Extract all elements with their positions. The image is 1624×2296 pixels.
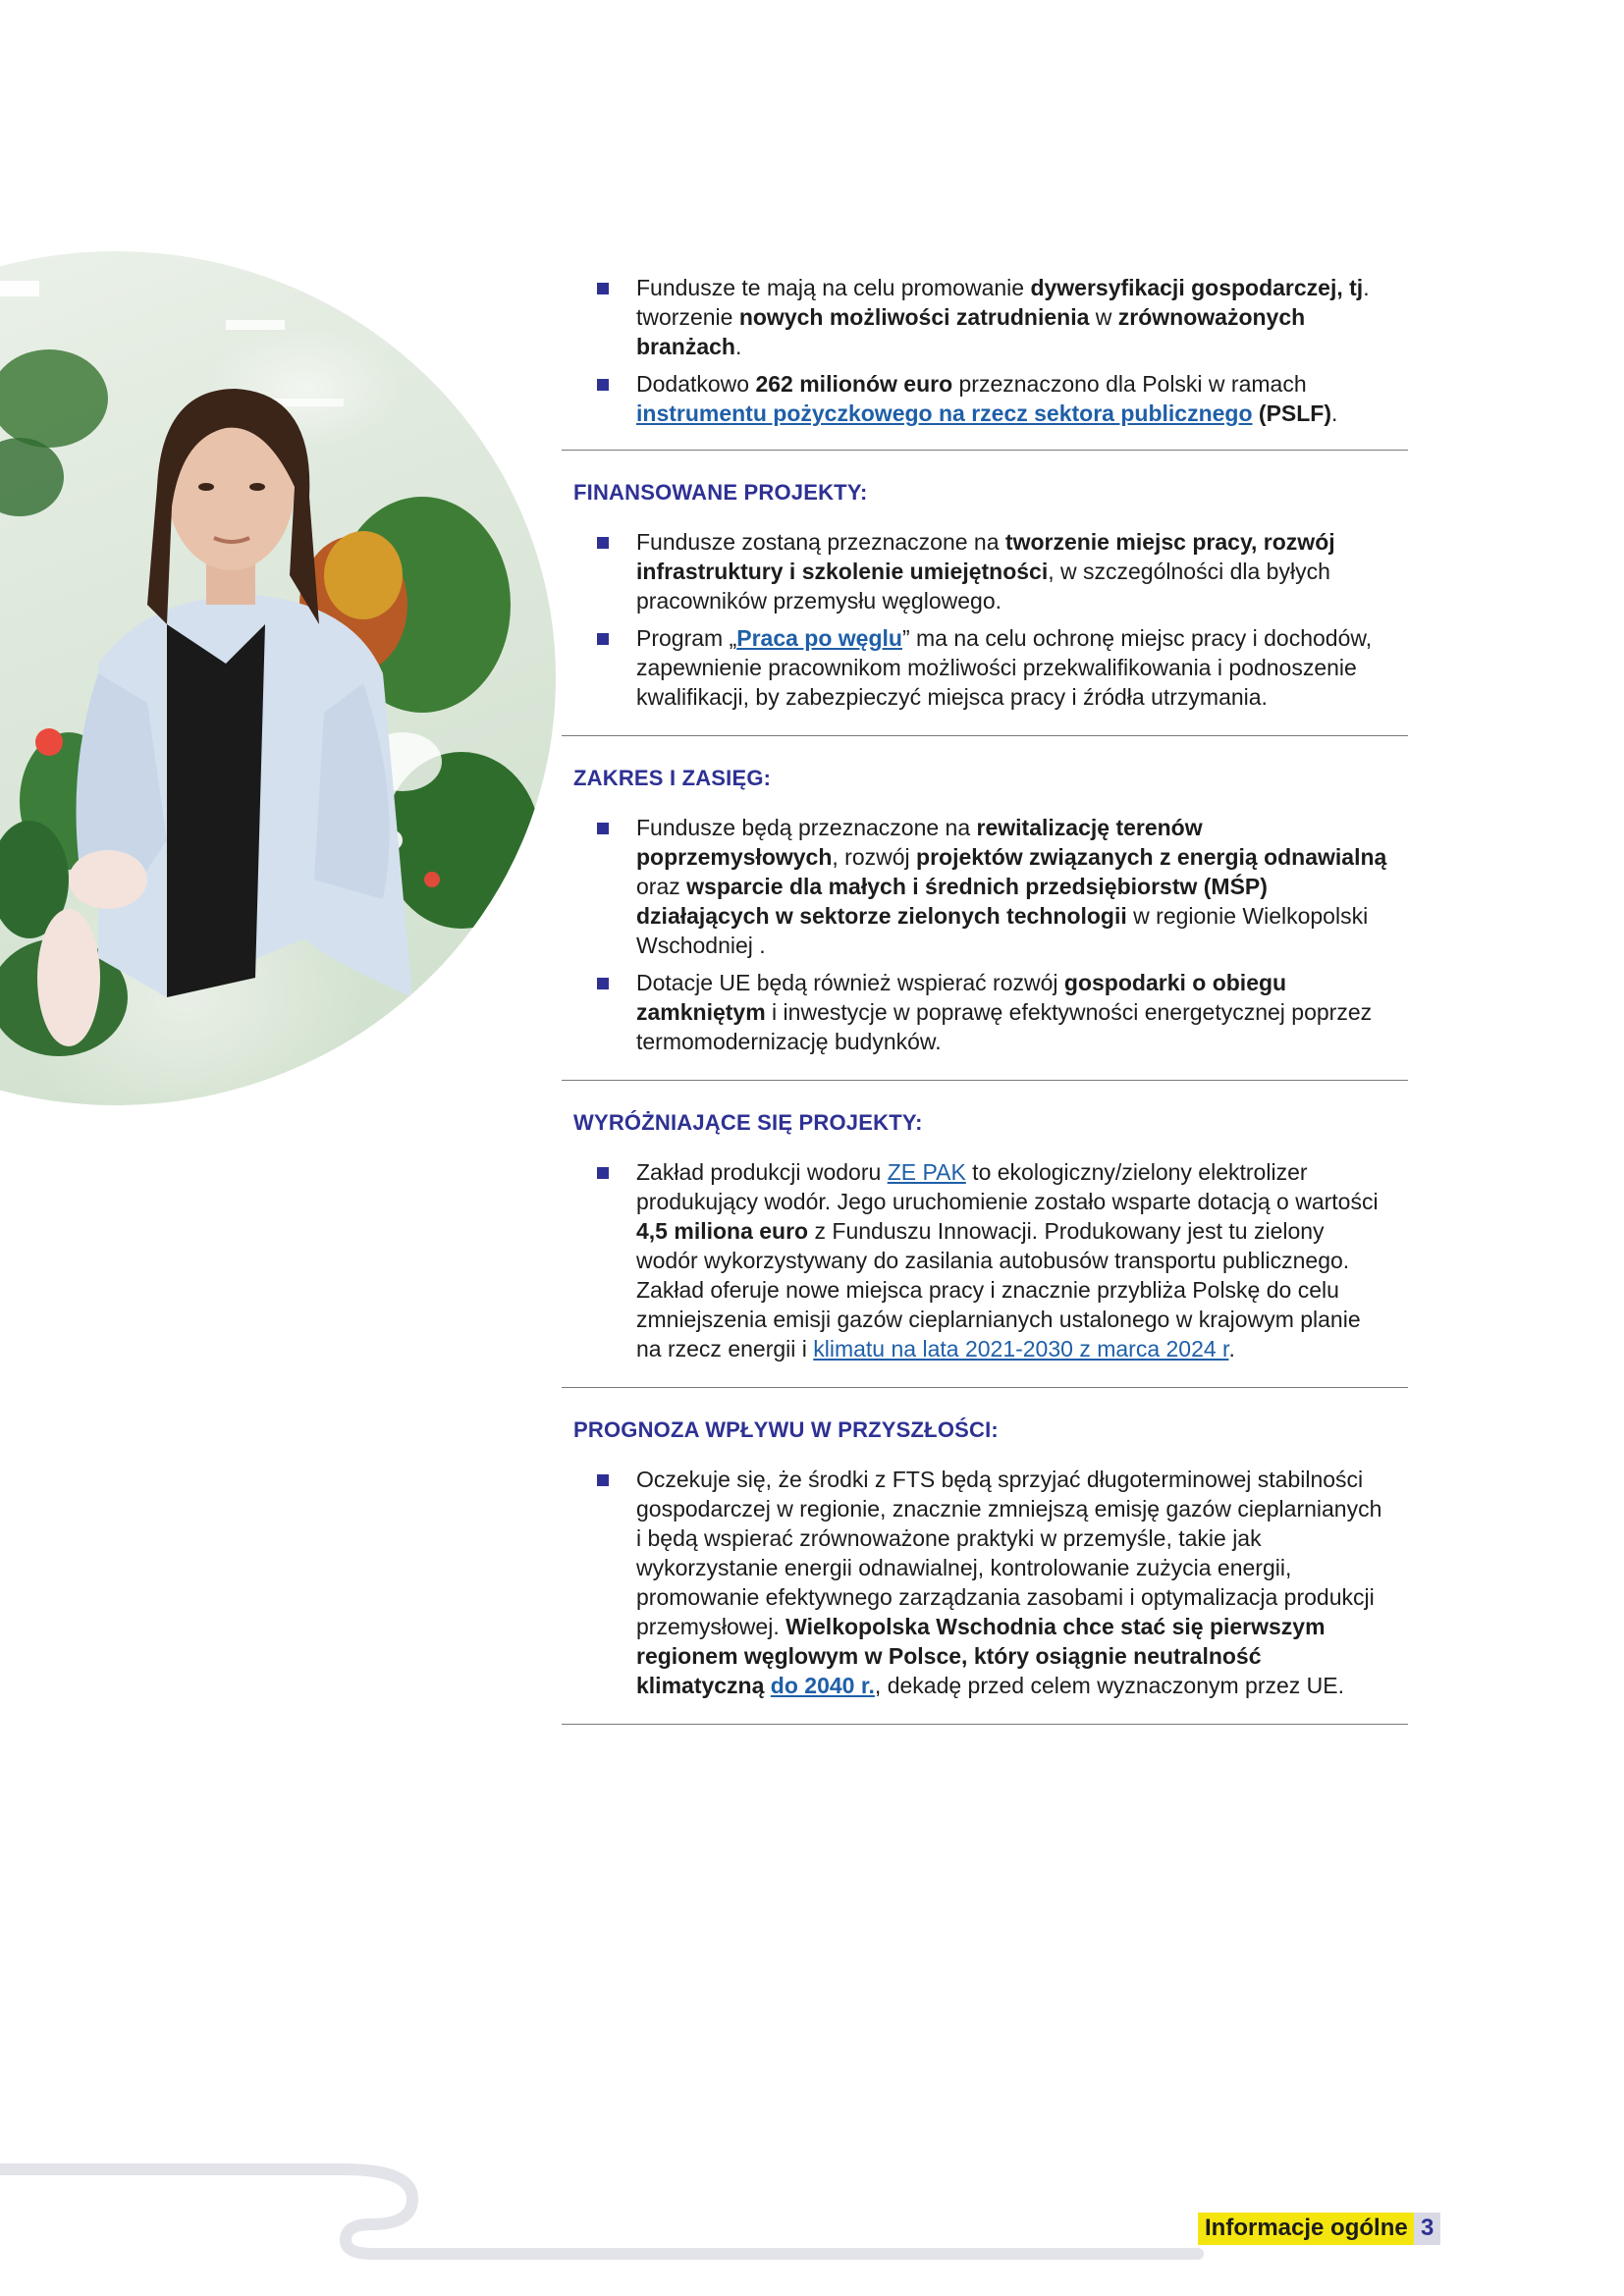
- text-run: oraz: [636, 874, 687, 899]
- bold-text: zrównoważonych branżach: [636, 304, 1306, 359]
- text-run: Dodatkowo: [636, 371, 756, 397]
- main-content: [562, 273, 1408, 1725]
- footer-section-label: Informacje ogólne: [1198, 2213, 1416, 2245]
- text-run: z Funduszu Innowacji. Produkowany jest tu zielony wodór wykorzystywany do zasilania autobusów transportu publicznego. Zakład oferuje nowe miejsca pracy i znacznie przybliża Polskę do celu zmniejszenia emisji gazów cieplarnianych ustalonego w krajowym planie na rzecz energii i: [636, 1218, 1361, 1362]
- content-section: [562, 1081, 1408, 1388]
- content-section: [562, 1388, 1408, 1725]
- text-run: i inwestycje w poprawę efektywności energetycznej poprzez termomodernizację budynków.: [636, 999, 1373, 1054]
- text-run: Fundusze te mają na celu promowanie: [636, 275, 1031, 300]
- bold-text: projektów związanych z energią odnawialną: [916, 844, 1387, 870]
- text-run: Zakład produkcji wodoru: [636, 1159, 888, 1185]
- text-run: w: [1089, 304, 1118, 330]
- text-run: .: [1228, 1336, 1235, 1362]
- bold-text: 4,5 miliona euro: [636, 1218, 809, 1244]
- square-bullet-icon: [597, 283, 609, 294]
- bullet-item: [562, 813, 1408, 960]
- text-run: Fundusze zostaną przeznaczone na: [636, 529, 1005, 555]
- text-run: , w szczególności dla byłych pracowników przemysłu węglowego.: [636, 559, 1330, 614]
- bullet-item: [562, 1157, 1408, 1363]
- bold-text: dywersyfikacji gospodarczej, tj: [1030, 275, 1364, 300]
- section-title: PROGNOZA WPŁYWU W PRZYSZŁOŚCI:: [573, 1417, 999, 1442]
- woman-in-greenhouse-illustration: [0, 251, 556, 1105]
- text-run: .: [734, 334, 742, 359]
- page-number: 3: [1414, 2213, 1440, 2245]
- section-list: [562, 813, 1408, 1080]
- square-bullet-icon: [597, 1474, 609, 1486]
- text-run: Fundusze będą przeznaczone na: [636, 815, 977, 840]
- text-run: , rozwój: [832, 844, 917, 870]
- intro-list: [562, 273, 1408, 428]
- content-section: [562, 736, 1408, 1081]
- bold-text: 262 milionów euro: [755, 371, 953, 397]
- square-bullet-icon: [597, 379, 609, 391]
- bold-text: Wielkopolska Wschodnia chce stać się pierwszym regionem węglowym w Polsce, który osiągnie neutralność klimatyczną: [636, 1614, 1326, 1698]
- text-run: Dotacje UE będą również wspierać rozwój: [636, 970, 1064, 995]
- section-title: FINANSOWANE PROJEKTY:: [573, 480, 868, 505]
- square-bullet-icon: [597, 823, 609, 834]
- bullet-item: [562, 623, 1408, 712]
- bold-text: rewitalizację terenów poprzemysłowych: [636, 815, 1203, 870]
- bold-text: (PSLF): [1252, 400, 1332, 426]
- sections: [562, 451, 1408, 1725]
- inline-link[interactable]: klimatu na lata 2021-2030 z marca 2024 r: [813, 1336, 1229, 1362]
- bullet-item: [562, 968, 1408, 1056]
- bold-text: nowych możliwości zatrudnienia: [738, 304, 1090, 330]
- inline-link[interactable]: do 2040 r.: [770, 1673, 875, 1698]
- text-run: Oczekuje się, że środki z FTS będą sprzyjać długoterminowej stabilności gospodarczej w regionie, znacznie zmniejszą emisję gazów cieplarnianych i będą wspierać zrównoważone praktyki w przemyśle, takie jak wykorzystanie energii odnawialnej, kontrolowanie zużycia energii, promowanie efektywnego zarządzania zasobami i optymalizacja produkcji przemysłowej.: [636, 1467, 1382, 1639]
- text-run: .: [1331, 400, 1338, 426]
- square-bullet-icon: [597, 537, 609, 549]
- inline-link[interactable]: Praca po węglu: [736, 625, 902, 651]
- text-run: , dekadę przed celem wyznaczonym przez UE.: [874, 1673, 1345, 1698]
- text-run: . tworzenie: [636, 275, 1370, 330]
- bold-text: gospodarki o obiegu zamkniętym: [636, 970, 1287, 1025]
- bullet-item: [562, 1465, 1408, 1700]
- content-section: [562, 451, 1408, 736]
- text-run: to ekologiczny/zielony elektrolizer produkujący wodór. Jego uruchomienie zostało wsparte dotacją o wartości: [636, 1159, 1379, 1214]
- section-title: ZAKRES I ZASIĘG:: [573, 766, 772, 790]
- section-list: [562, 1465, 1408, 1724]
- intro-section: [562, 273, 1408, 451]
- footer-curve-decoration: [0, 2146, 1624, 2264]
- text-run: przeznaczono dla Polski w ramach: [952, 371, 1307, 397]
- section-title: WYRÓŻNIAJĄCE SIĘ PROJEKTY:: [573, 1110, 923, 1135]
- text-run: ” ma na celu ochronę miejsc pracy i dochodów, zapewnienie pracownikom możliwości przekwalifikowania i podnoszenie kwalifikacji, by zabezpieczyć miejsca pracy i źródła utrzymania.: [636, 625, 1373, 710]
- square-bullet-icon: [597, 1167, 609, 1179]
- square-bullet-icon: [597, 978, 609, 989]
- bold-text: tworzenie miejsc pracy, rozwój infrastruktury i szkolenie umiejętności: [636, 529, 1335, 584]
- bullet-item: [562, 273, 1408, 361]
- text-run: w regionie Wielkopolski Wschodniej .: [636, 903, 1369, 958]
- bullet-item: [562, 369, 1408, 428]
- greenhouse-photo: [0, 251, 556, 1105]
- text-run: Program „: [636, 625, 737, 651]
- bold-text: wsparcie dla małych i średnich przedsiębiorstw (MŚP) działających w sektorze zielonych technologii: [636, 874, 1268, 929]
- inline-link[interactable]: ZE PAK: [887, 1159, 966, 1185]
- section-list: [562, 1157, 1408, 1387]
- square-bullet-icon: [597, 633, 609, 645]
- inline-link[interactable]: instrumentu pożyczkowego na rzecz sektora publicznego: [636, 400, 1253, 426]
- bullet-item: [562, 527, 1408, 615]
- section-list: [562, 527, 1408, 735]
